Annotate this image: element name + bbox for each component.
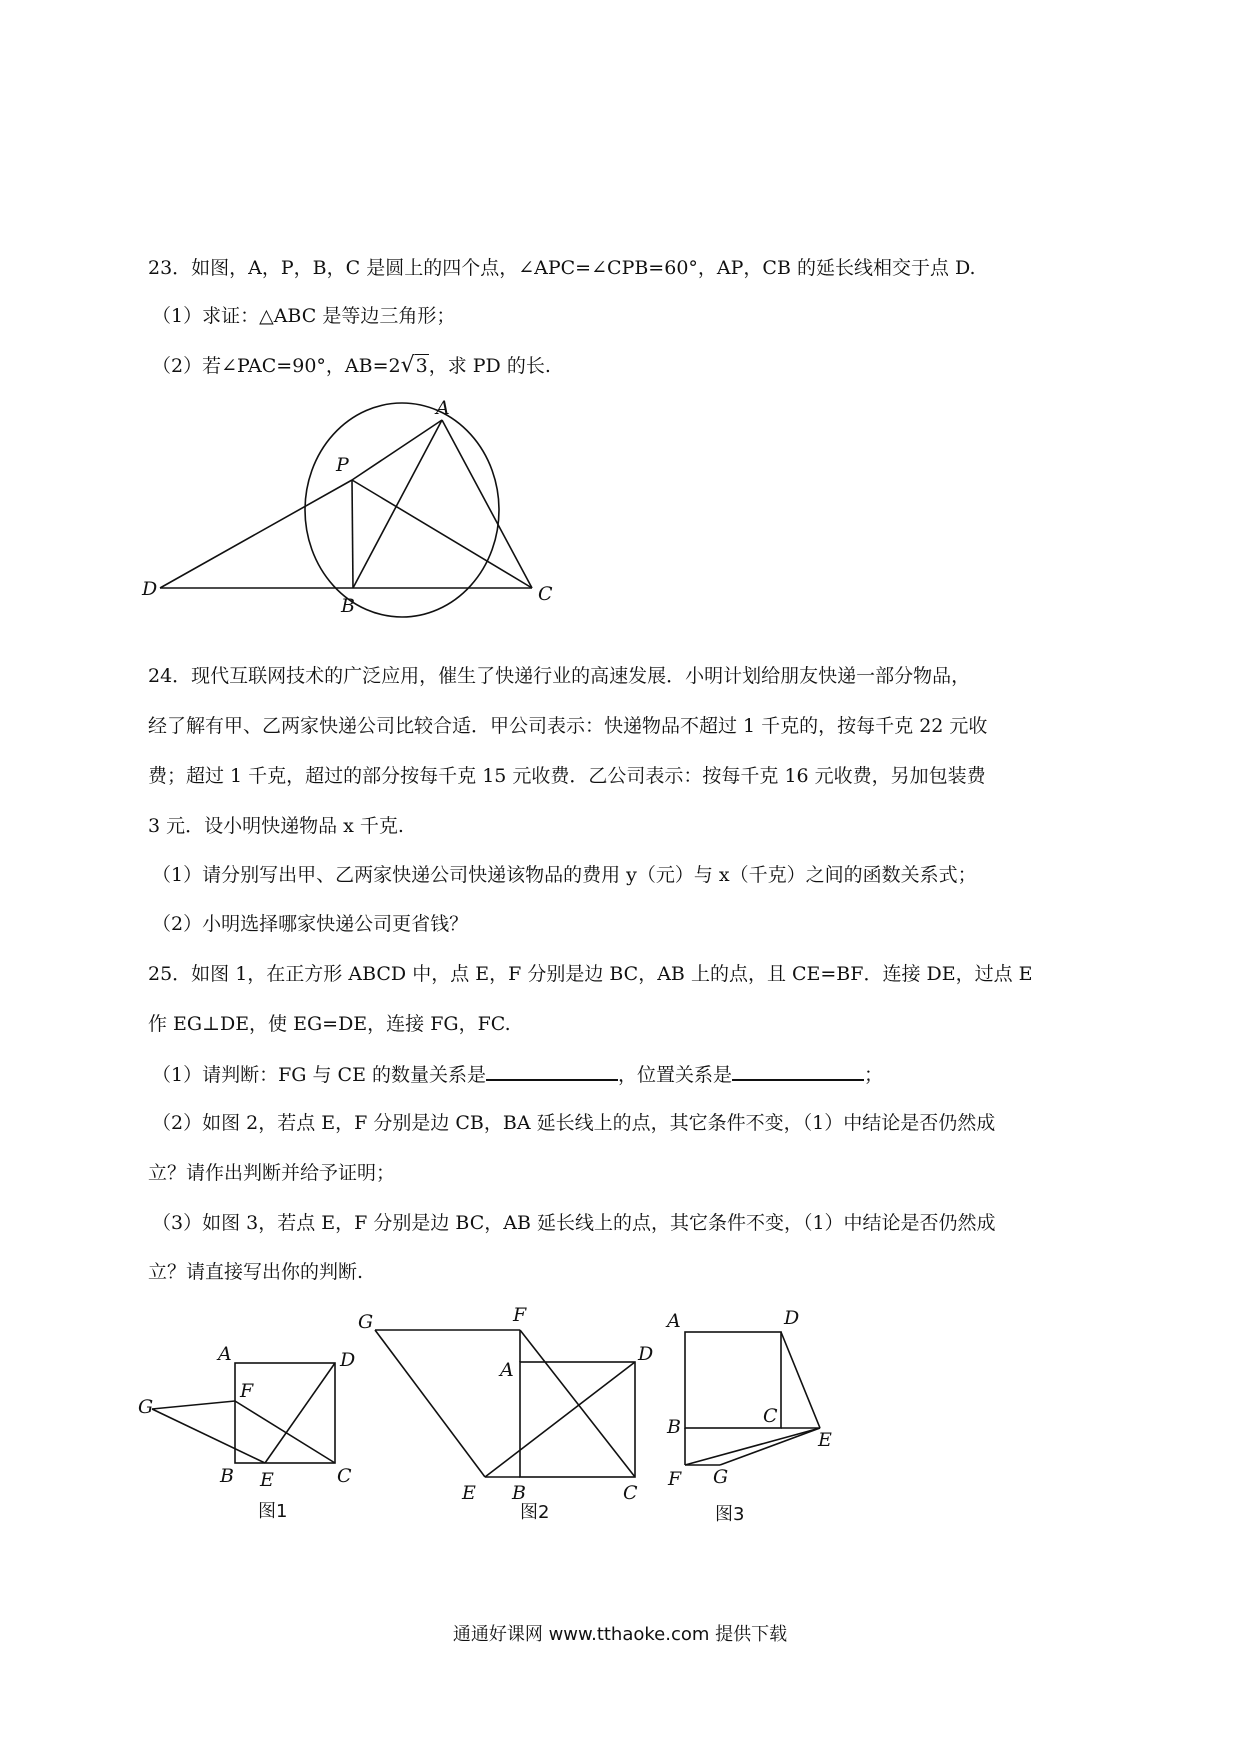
q24-line1: 24．现代互联网技术的广泛应用，催生了快递行业的高速发展．小明计划给朋友快递一部分物品， — [148, 665, 971, 687]
label-G: G — [138, 1396, 154, 1418]
q25-part1-text-a: （1）请判断：FG 与 CE 的数量关系是 — [152, 1064, 486, 1086]
q23-part2 — [152, 353, 551, 379]
q24-line3: 费；超过 1 千克，超过的部分按每千克 15 元收费．乙公司表示：按每千克 16 元收费，另加包装费 — [148, 765, 986, 787]
label-B: B — [341, 595, 355, 617]
q23-sqrt-radicand: 3 — [415, 355, 428, 377]
label-E: E — [260, 1469, 274, 1491]
segment-GE — [375, 1330, 485, 1477]
label-E: E — [818, 1429, 832, 1451]
label-B: B — [220, 1465, 234, 1487]
square-ABCD — [235, 1363, 335, 1463]
label-C: C — [538, 583, 553, 605]
q24-line4: 3 元．设小明快递物品 x 千克. — [148, 815, 404, 837]
q24-part2: （2）小明选择哪家快递公司更省钱？ — [152, 913, 469, 935]
square-ABCD — [520, 1362, 635, 1477]
label-F: F — [668, 1468, 682, 1490]
figure-2-caption: 图2 — [520, 1502, 550, 1523]
q25-part2-line2: 立？请作出判断并给予证明； — [148, 1162, 396, 1184]
segment-ED — [265, 1363, 335, 1463]
q25-part1-text-b: ，位置关系是 — [617, 1064, 732, 1086]
label-F: F — [240, 1380, 254, 1402]
label-B: B — [512, 1482, 526, 1504]
label-B: B — [667, 1416, 681, 1438]
q25-figure-2 — [355, 1300, 655, 1530]
label-E: E — [462, 1482, 476, 1504]
segment-GE — [152, 1409, 265, 1463]
q25-part3-line2: 立？请直接写出你的判断. — [148, 1261, 364, 1283]
label-C: C — [623, 1482, 638, 1504]
q25-line1: 25．如图 1，在正方形 ABCD 中，点 E，F 分别是边 BC，AB 上的点，且 CE=BF．连接 DE，过点 E — [148, 963, 1033, 985]
label-D: D — [784, 1307, 800, 1329]
q24-part1: （1）请分别写出甲、乙两家快递公司快递该物品的费用 y（元）与 x（千克）之间的函数关系式； — [152, 864, 977, 886]
label-A: A — [436, 397, 450, 419]
segment-PC — [352, 480, 532, 588]
segment-PB — [352, 480, 353, 588]
q24-line2: 经了解有甲、乙两家快递公司比较合适．甲公司表示：快递物品不超过 1 千克的，按每千克 22 元收 — [148, 715, 988, 737]
segment-FC — [520, 1330, 635, 1477]
segment-FE — [685, 1428, 820, 1465]
label-A: A — [500, 1359, 514, 1381]
q23-figure — [140, 395, 560, 620]
label-C: C — [763, 1405, 778, 1427]
segment-AB — [353, 420, 442, 588]
label-A: A — [218, 1343, 232, 1365]
q25-figure-3 — [660, 1300, 860, 1540]
label-P: P — [336, 454, 349, 476]
q23-part1: （1）求证：△ABC 是等边三角形； — [152, 305, 456, 327]
q23-part2-text-a: （2）若∠PAC=90°，AB=2 — [152, 355, 401, 377]
q23-stem: 23．如图，A，P，B，C 是圆上的四个点，∠APC=∠CPB=60°，AP，CB 的延长线相交于点 D. — [148, 257, 976, 279]
q25-part1-text-c: ； — [864, 1064, 884, 1086]
sqrt-symbol: √ — [400, 353, 415, 378]
label-C: C — [337, 1465, 352, 1487]
figure-3-caption: 图3 — [715, 1504, 745, 1525]
footer-source: 通通好课网 www.tthaoke.com 提供下载 — [452, 1624, 788, 1645]
figure-1-caption: 图1 — [258, 1501, 288, 1522]
label-G: G — [713, 1466, 729, 1488]
segment-PA — [352, 420, 442, 480]
label-D: D — [340, 1349, 356, 1371]
segment-DE — [781, 1332, 820, 1428]
q25-part2-line1: （2）如图 2，若点 E，F 分别是边 CB，BA 延长线上的点，其它条件不变，（1）中结论是否仍然成 — [152, 1112, 996, 1134]
q25-figure-1 — [140, 1330, 385, 1530]
segment-GF — [152, 1401, 235, 1409]
answer-blank-quantity — [486, 1061, 618, 1081]
q25-part1 — [152, 1061, 883, 1088]
answer-blank-position — [732, 1061, 864, 1081]
label-D: D — [638, 1343, 654, 1365]
label-A: A — [667, 1310, 681, 1332]
label-D: D — [142, 578, 158, 600]
q25-line2: 作 EG⊥DE，使 EG=DE，连接 FG，FC. — [148, 1013, 511, 1035]
label-G: G — [358, 1311, 374, 1333]
label-F: F — [513, 1304, 527, 1326]
segment-FC — [235, 1401, 335, 1463]
q25-part3-line1: （3）如图 3，若点 E，F 分别是边 BC，AB 延长线上的点，其它条件不变，（1）中结论是否仍然成 — [152, 1212, 996, 1234]
q23-part2-text-b: ，求 PD 的长. — [428, 355, 551, 377]
segment-GE — [720, 1428, 820, 1465]
